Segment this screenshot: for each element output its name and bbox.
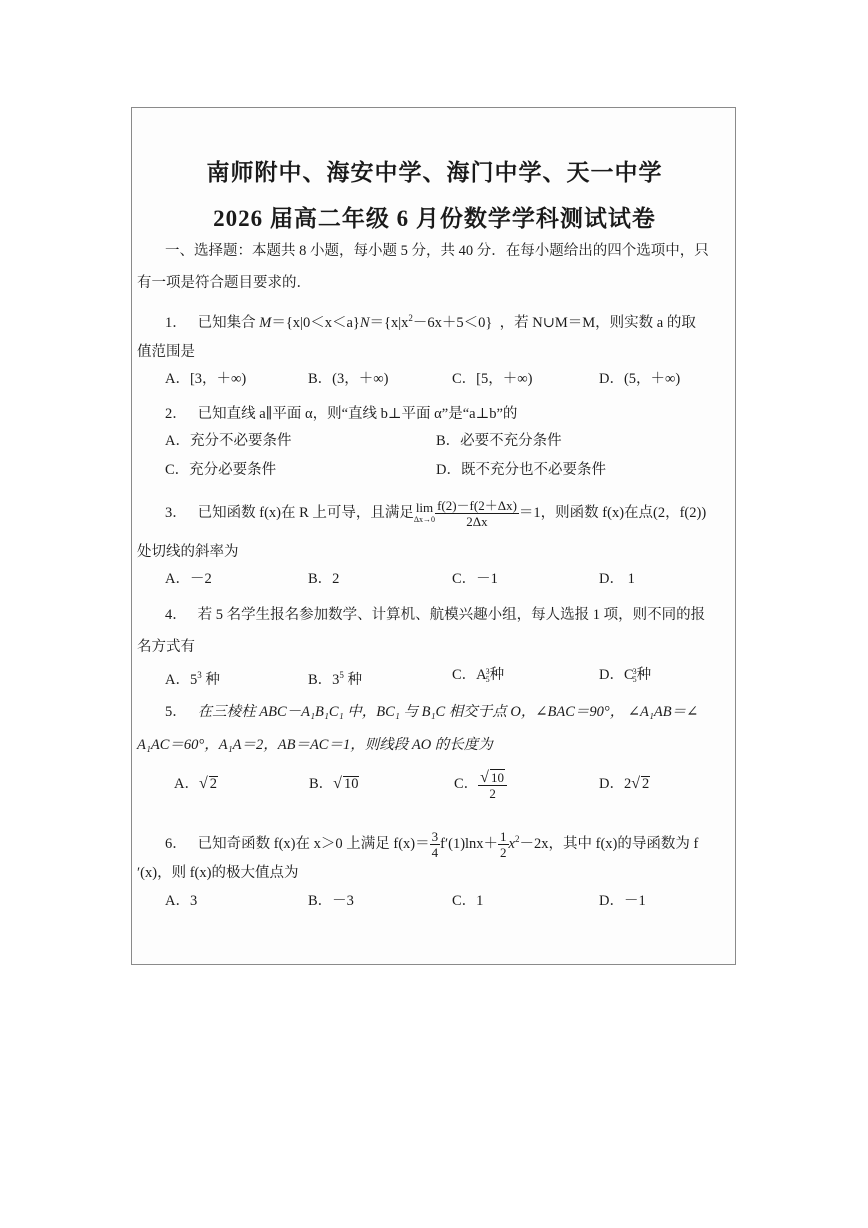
q1-option-b[interactable]: B．(3，＋∞): [308, 371, 389, 387]
q2-option-c[interactable]: C．充分必要条件: [165, 462, 277, 478]
fraction-denominator: 2: [500, 845, 507, 860]
question-6: [165, 822, 698, 861]
exponent: 2: [408, 313, 413, 323]
question-number: 6．: [165, 835, 187, 852]
q6-option-c[interactable]: C．1: [452, 893, 484, 909]
coefficient-fraction: [430, 829, 441, 860]
set-n: N: [359, 314, 370, 331]
question-4: [165, 606, 705, 624]
question-1-cont: 值范围是: [137, 344, 195, 360]
q6-option-b[interactable]: B．－3: [308, 893, 354, 909]
q4-option-c[interactable]: [452, 666, 504, 684]
question-text: 在三棱柱 ABC－A₁B₁C₁ 中，BC₁ 与 B₁C 相交于点 O，∠BAC＝90°， ∠A₁AB＝∠: [197, 704, 699, 720]
q5-option-a[interactable]: [174, 775, 218, 793]
q4-option-b[interactable]: [308, 666, 362, 689]
fraction-denominator: 2: [489, 785, 496, 801]
difference-quotient: [435, 498, 519, 529]
fraction-denominator: 2Δx: [466, 514, 488, 530]
question-number: 4．: [165, 607, 187, 623]
question-1: [165, 309, 696, 332]
option-text: B．3: [308, 671, 340, 688]
radical-sign: √: [631, 775, 641, 792]
question-3: [165, 496, 706, 530]
option-unit: 种: [636, 667, 652, 683]
q2-option-d[interactable]: D．既不充分也不必要条件: [436, 462, 606, 478]
q3-option-b[interactable]: B．2: [308, 571, 340, 587]
superscript: 3: [632, 666, 637, 676]
fraction-numerator: 1: [500, 829, 507, 844]
option-letter: A．: [174, 776, 199, 792]
q6-option-a[interactable]: A．3: [165, 893, 198, 909]
subscript: 5: [485, 674, 490, 684]
question-number: 5．: [165, 704, 187, 720]
variable: x: [508, 835, 515, 852]
radicand: 2: [209, 776, 218, 792]
question-5-cont: A₁AC＝60°，A₁A＝2，AB＝AC＝1，则线段 AO 的长度为: [137, 737, 493, 753]
question-number: 2．: [165, 406, 187, 422]
question-text-cont: f′(1)lnx＋: [440, 835, 499, 852]
question-2: [165, 405, 517, 423]
question-6-cont: ′(x)，则 f(x)的极大值点为: [137, 865, 299, 881]
set-n-def-cont: －6x＋5＜0}: [412, 314, 493, 331]
question-text: 已知函数 f(x)在 R 上可导，且满足: [197, 505, 414, 521]
q5-option-d[interactable]: [599, 775, 650, 793]
exam-sheet: [131, 107, 736, 965]
option-unit: 种: [489, 667, 505, 683]
exponent: 2: [514, 834, 520, 844]
q4-option-d[interactable]: [599, 666, 651, 684]
set-m: M: [259, 314, 272, 331]
question-text: 已知集合: [197, 314, 256, 331]
option-letter: C．: [454, 776, 479, 792]
q5-option-b[interactable]: [309, 775, 359, 793]
fraction-denominator: 4: [431, 845, 439, 860]
limit-expression: [413, 499, 436, 526]
q2-option-a[interactable]: A．充分不必要条件: [165, 433, 292, 449]
q1-option-a[interactable]: A．[3，＋∞): [165, 371, 247, 387]
question-3-cont: 处切线的斜率为: [137, 544, 239, 560]
radical-sign: √: [198, 775, 208, 792]
q2-option-b[interactable]: B．必要不充分条件: [436, 433, 562, 449]
exponent: 3: [197, 670, 202, 680]
fraction-numerator: [478, 769, 507, 786]
limit-subscript: Δx→0: [413, 514, 436, 524]
radicand: 10: [490, 769, 504, 785]
set-n-def: ＝{x|x: [369, 314, 409, 331]
option-text: C．A: [452, 667, 487, 683]
question-text-cont: －2x，其中 f(x)的导函数为 f: [519, 835, 699, 852]
option-unit: 种: [343, 671, 363, 688]
question-number: 3．: [165, 505, 187, 521]
exam-title-subject: 2026 届高二年级 6 月份数学学科测试试卷: [213, 206, 656, 231]
q3-option-a[interactable]: A．－2: [165, 571, 212, 587]
subscript: 5: [632, 674, 637, 684]
option-letter: D．2: [599, 776, 632, 792]
radical-sign: √: [333, 775, 342, 792]
exponent: 5: [339, 670, 344, 680]
option-text: A．5: [165, 671, 198, 688]
section-heading: 一、选择题：本题共 8 小题，每小题 5 分，共 40 分．在每小题给出的四个选项中，只: [165, 243, 709, 259]
q4-option-a[interactable]: [165, 666, 220, 689]
option-letter: B．: [309, 776, 334, 792]
question-5: [165, 703, 698, 721]
q1-option-c[interactable]: C．[5，＋∞): [452, 371, 533, 387]
radicand: 2: [642, 776, 650, 792]
limit-word: lim: [415, 499, 434, 515]
fraction-numerator: 3: [431, 829, 439, 844]
option-unit: 种: [201, 671, 220, 688]
q3-option-c[interactable]: C．－1: [452, 571, 498, 587]
set-m-def: ＝{x|0＜x＜a}: [271, 314, 360, 331]
q3-option-d[interactable]: D． 1: [599, 571, 635, 587]
question-text: 若 5 名学生报名参加数学、计算机、航模兴趣小组，每人选报 1 项，则不同的报: [197, 607, 706, 623]
question-number: 1．: [165, 314, 187, 331]
radicand: 10: [343, 776, 359, 792]
question-text-cont: ＝1，则函数 f(x)在点(2，f(2)): [518, 505, 707, 521]
q5-option-c[interactable]: [454, 765, 507, 803]
exam-title-schools: 南师附中、海安中学、海门中学、天一中学: [206, 160, 663, 185]
q1-option-d[interactable]: D．(5，＋∞): [599, 371, 681, 387]
question-4-cont: 名方式有: [137, 639, 195, 655]
q6-option-d[interactable]: D．－1: [599, 893, 646, 909]
radical-sign: √: [480, 768, 489, 786]
question-text: 已知奇函数 f(x)在 x＞0 上满足 f(x)＝: [197, 835, 430, 852]
option-text: D．C: [599, 667, 634, 683]
coefficient-fraction: [498, 829, 509, 860]
question-text: 已知直线 a∥平面 α，则“直线 b⊥平面 α”是“a⊥b”的: [197, 406, 518, 422]
question-text-cont: ，若 N∪M＝M，则实数 a 的取: [499, 314, 696, 331]
sqrt-fraction: [478, 769, 507, 801]
superscript: 3: [485, 666, 490, 676]
fraction-numerator: f(2)－f(2＋Δx): [437, 498, 517, 514]
section-heading-cont: 有一项是符合题目要求的．: [137, 275, 311, 291]
